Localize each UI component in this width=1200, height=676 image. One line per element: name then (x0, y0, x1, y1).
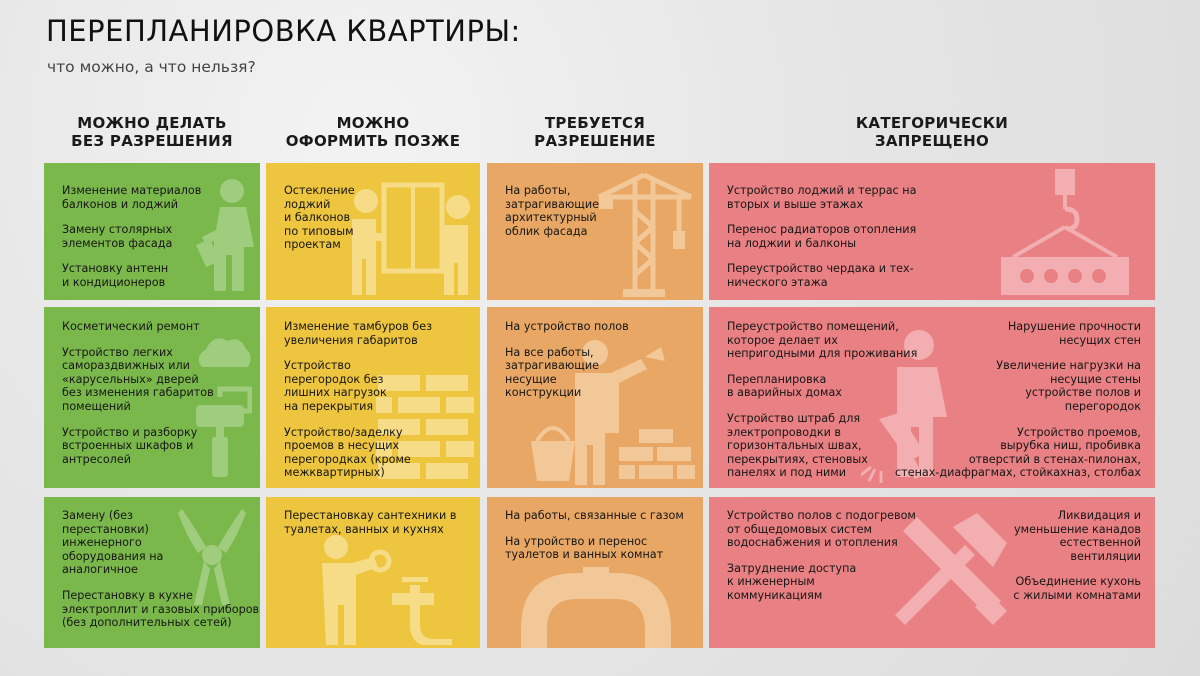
cell-orange-1 (487, 163, 703, 300)
cell-item: Изменение тамбуров без увеличения габаритов (284, 320, 433, 347)
column-header-line2: ОФОРМИТЬ ПОЗЖЕ (285, 132, 461, 150)
cell-yellow-2 (266, 307, 480, 488)
cell-text (284, 184, 384, 252)
crane-hook-slab-icon (993, 169, 1143, 297)
pipe-icon (521, 567, 671, 648)
column-header-allowed (44, 114, 260, 154)
cell-item: Замену (без перестановки) инженерного оборудования на аналогичное (62, 509, 164, 577)
cell-item: Перестановкау сантехники в туалетах, ванных и кухнях (284, 509, 457, 536)
cell-item: На устройство полов (505, 320, 629, 333)
cell-item: Ликвидация и уменьшение канадов естественной вентиляции (1014, 509, 1141, 563)
column-header-line2: РАЗРЕШЕНИЕ (534, 132, 656, 150)
cell-item: Устройство полов с подогревом от общедомовых систем водоснабжения и отопления (727, 509, 916, 550)
cell-item: Остекление лоджий и балконов по типовым проектам (284, 184, 355, 252)
cell-item: Установку антенн и кондиционеров (62, 262, 169, 289)
cell-item: Устройство и разборку встроенных шкафов и антресолей (62, 425, 198, 466)
cell-orange-3 (487, 497, 703, 648)
cell-item: Устройство лоджий и террас на вторых и выше этажах (727, 184, 917, 211)
cell-green-3 (44, 497, 260, 648)
column-header-line2: ЗАПРЕЩЕНО (874, 132, 990, 150)
cell-red-3 (709, 497, 1155, 648)
cell-item: Перепланировка в аварийных домах (727, 372, 842, 400)
cell-text-right (981, 509, 1141, 603)
cell-item: Увеличение нагрузки на несущие стены устройстве полов и перегородок (996, 359, 1141, 413)
cell-green-2 (44, 307, 260, 488)
cell-red-2 (709, 307, 1155, 488)
cell-item: Устройство перегородок без лишних нагрузок на перекрытия (284, 359, 387, 413)
cell-text-right (891, 320, 1141, 480)
cell-item: Перенос радиаторов отопления на лоджии и балконы (727, 223, 917, 250)
cell-text (505, 509, 695, 562)
cell-item: На работы, связанные с газом (505, 509, 684, 522)
cell-item: На все работы, затрагивающие несущие конструкции (505, 345, 599, 400)
cell-item: Переустройство помещений, которое делает их непригодными для проживания (727, 320, 918, 361)
cell-item: На утройство и перенос туалетов и ванных комнат (505, 534, 664, 562)
cell-item: Устройство проемов, вырубка ниш, пробивка отверстий в стенах-пилонах, стенах-диафрагмах, стойкахназ, столбах (895, 425, 1141, 480)
cell-text (505, 320, 655, 400)
cell-item: Перестановку в кухне электроплит и газовых приборов (без дополнительных сетей) (62, 588, 260, 630)
cell-item: Нарушение прочности несущих стен (1007, 320, 1141, 347)
cell-text-left (727, 509, 927, 603)
cell-item: Устройство/заделку проемов в несущих перегородках (кроме межквартирных) (284, 425, 411, 480)
plumber-icon (306, 533, 456, 645)
cell-item: Переустройство чердака и тех- нического этажа (727, 262, 914, 289)
column-header-permission (487, 114, 703, 154)
column-header-later (266, 114, 480, 154)
cell-yellow-3 (266, 497, 480, 648)
cell-green-1 (44, 163, 260, 300)
cell-orange-2 (487, 307, 703, 488)
column-header-line1: МОЖНО ДЕЛАТЬ (77, 114, 227, 132)
cell-item: На работы, затрагивающие архитектурный облик фасада (505, 184, 599, 238)
cell-text (284, 509, 474, 536)
cell-red-1 (709, 163, 1155, 300)
cell-item: Устройство штраб для электропроводки в горизонтальных швах, перекрытиях, стеновых панелях и под ними (727, 411, 868, 480)
cell-text (727, 184, 987, 290)
column-header-line2: БЕЗ РАЗРЕШЕНИЯ (71, 132, 233, 150)
page-subtitle: что можно, а что нельзя? (47, 58, 256, 76)
cell-text (284, 320, 464, 480)
column-header-line1: КАТЕГОРИЧЕСКИ (855, 114, 1009, 132)
cell-item: Затруднение доступа к инженерным коммуникациям (727, 561, 857, 602)
cell-text (505, 184, 625, 238)
cell-yellow-1 (266, 163, 480, 300)
cell-item: Устройство легких самораздвижных или «карусельных» дверей без изменения габаритов помещений (62, 345, 214, 413)
cell-text (62, 509, 260, 630)
cell-text (62, 320, 232, 466)
column-header-line1: ТРЕБУЕТСЯ (544, 114, 646, 132)
column-header-line1: МОЖНО (336, 114, 410, 132)
cell-item: Замену столярных элементов фасада (62, 223, 173, 250)
cell-text (62, 184, 212, 290)
cell-item: Изменение материалов балконов и лоджий (62, 184, 202, 211)
column-header-forbidden (709, 114, 1155, 154)
cell-item: Объединение кухонь с жилыми комнатами (1013, 575, 1141, 602)
cell-item: Косметический ремонт (62, 320, 200, 333)
page-title: ПЕРЕПЛАНИРОВКА КВАРТИРЫ: (46, 14, 521, 48)
